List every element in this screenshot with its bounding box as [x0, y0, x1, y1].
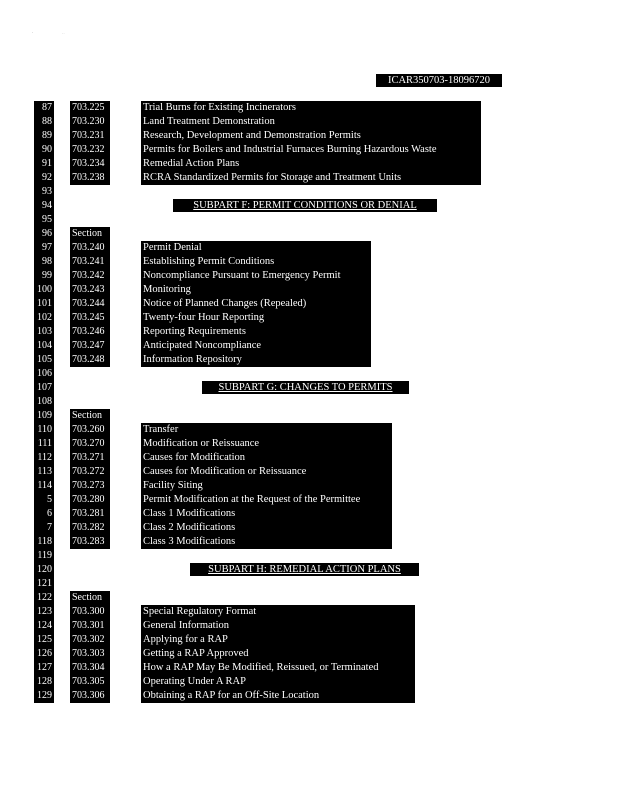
section-number: 703.300 — [70, 605, 110, 619]
line-number: 7 — [34, 521, 54, 535]
line-number: 126 — [34, 647, 54, 661]
line-number: 97 — [34, 241, 54, 255]
line-number: 100 — [34, 283, 54, 297]
section-title: Getting a RAP Approved — [141, 647, 415, 661]
line-number: 103 — [34, 325, 54, 339]
section-number: 703.305 — [70, 675, 110, 689]
section-number: 703.232 — [70, 143, 110, 157]
line-number: 125 — [34, 633, 54, 647]
section-title: Transfer — [141, 423, 392, 437]
line-number: 88 — [34, 115, 54, 129]
section-number: 703.242 — [70, 269, 110, 283]
section-title: Notice of Planned Changes (Repealed) — [141, 297, 371, 311]
line-number: 101 — [34, 297, 54, 311]
section-number: 703.281 — [70, 507, 110, 521]
line-number: 109 — [34, 409, 54, 423]
document-id: ICAR350703-18096720 — [376, 74, 502, 87]
section-title: Class 2 Modifications — [141, 521, 392, 535]
section-title: General Information — [141, 619, 415, 633]
subpart-f-heading: SUBPART F: PERMIT CONDITIONS OR DENIAL — [173, 199, 437, 212]
line-number: 124 — [34, 619, 54, 633]
line-number: 98 — [34, 255, 54, 269]
section-number: 703.272 — [70, 465, 110, 479]
section-title: Class 3 Modifications — [141, 535, 392, 549]
section-title: Operating Under A RAP — [141, 675, 415, 689]
line-number: 90 — [34, 143, 54, 157]
line-number: 110 — [34, 423, 54, 437]
section-number: 703.306 — [70, 689, 110, 703]
section-number: 703.301 — [70, 619, 110, 633]
line-number: 102 — [34, 311, 54, 325]
section-number: 703.243 — [70, 283, 110, 297]
line-number: 113 — [34, 465, 54, 479]
line-number: 94 — [34, 199, 54, 213]
line-number: 99 — [34, 269, 54, 283]
line-number: 112 — [34, 451, 54, 465]
line-number: 92 — [34, 171, 54, 185]
section-number: 703.273 — [70, 479, 110, 493]
section-number: 703.260 — [70, 423, 110, 437]
section-number: 703.247 — [70, 339, 110, 353]
section-title: Land Treatment Demonstration — [141, 115, 481, 129]
section-title: Anticipated Noncompliance — [141, 339, 371, 353]
line-number: 91 — [34, 157, 54, 171]
line-number: 118 — [34, 535, 54, 549]
section-number: 703.238 — [70, 171, 110, 185]
section-number: 703.231 — [70, 129, 110, 143]
section-number: 703.303 — [70, 647, 110, 661]
line-number: 128 — [34, 675, 54, 689]
section-title: Causes for Modification or Reissuance — [141, 465, 392, 479]
section-title: Permits for Boilers and Industrial Furnaces Burning Hazardous Waste — [141, 143, 481, 157]
line-number: 87 — [34, 101, 54, 115]
section-number: 703.230 — [70, 115, 110, 129]
section-column-header: Section — [70, 409, 110, 423]
section-number: 703.271 — [70, 451, 110, 465]
section-title: Class 1 Modifications — [141, 507, 392, 521]
section-title: How a RAP May Be Modified, Reissued, or Terminated — [141, 661, 415, 675]
line-number: 5 — [34, 493, 54, 507]
line-number: 105 — [34, 353, 54, 367]
section-title: Information Repository — [141, 353, 371, 367]
section-title: RCRA Standardized Permits for Storage and Treatment Units — [141, 171, 481, 185]
section-number: 703.282 — [70, 521, 110, 535]
section-title: Applying for a RAP — [141, 633, 415, 647]
section-number: 703.270 — [70, 437, 110, 451]
line-number: 106 — [34, 367, 54, 381]
section-number: 703.240 — [70, 241, 110, 255]
section-title: Facility Siting — [141, 479, 392, 493]
line-number: 108 — [34, 395, 54, 409]
scan-mark: ' — [32, 31, 33, 36]
section-number: 703.246 — [70, 325, 110, 339]
section-number: 703.241 — [70, 255, 110, 269]
subpart-g-heading: SUBPART G: CHANGES TO PERMITS — [202, 381, 409, 394]
section-number: 703.304 — [70, 661, 110, 675]
line-number: 127 — [34, 661, 54, 675]
section-number: 703.280 — [70, 493, 110, 507]
section-number: 703.225 — [70, 101, 110, 115]
line-number: 96 — [34, 227, 54, 241]
section-title: Modification or Reissuance — [141, 437, 392, 451]
section-number: 703.248 — [70, 353, 110, 367]
line-number: 111 — [34, 437, 54, 451]
line-number: 104 — [34, 339, 54, 353]
section-title: Establishing Permit Conditions — [141, 255, 371, 269]
section-column-header: Section — [70, 591, 110, 605]
line-number: 119 — [34, 549, 54, 563]
line-number: 89 — [34, 129, 54, 143]
section-column-header: Section — [70, 227, 110, 241]
line-number: 122 — [34, 591, 54, 605]
section-number: 703.245 — [70, 311, 110, 325]
section-title: Reporting Requirements — [141, 325, 371, 339]
section-title: Twenty-four Hour Reporting — [141, 311, 371, 325]
section-number: 703.283 — [70, 535, 110, 549]
line-number: 6 — [34, 507, 54, 521]
line-number: 107 — [34, 381, 54, 395]
line-number: 93 — [34, 185, 54, 199]
scan-mark: ·· — [62, 31, 65, 36]
subpart-h-heading: SUBPART H: REMEDIAL ACTION PLANS — [190, 563, 419, 576]
section-title: Noncompliance Pursuant to Emergency Permit — [141, 269, 371, 283]
section-title: Obtaining a RAP for an Off-Site Location — [141, 689, 415, 703]
section-title: Remedial Action Plans — [141, 157, 481, 171]
section-title: Monitoring — [141, 283, 371, 297]
line-number: 121 — [34, 577, 54, 591]
section-title: Causes for Modification — [141, 451, 392, 465]
section-title: Trial Burns for Existing Incinerators — [141, 101, 481, 115]
section-title: Permit Modification at the Request of the Permittee — [141, 493, 392, 507]
section-number: 703.244 — [70, 297, 110, 311]
section-number: 703.302 — [70, 633, 110, 647]
line-number: 129 — [34, 689, 54, 703]
section-number: 703.234 — [70, 157, 110, 171]
line-number: 123 — [34, 605, 54, 619]
section-title: Permit Denial — [141, 241, 371, 255]
line-number: 95 — [34, 213, 54, 227]
section-title: Research, Development and Demonstration Permits — [141, 129, 481, 143]
line-number: 114 — [34, 479, 54, 493]
line-number: 120 — [34, 563, 54, 577]
section-title: Special Regulatory Format — [141, 605, 415, 619]
